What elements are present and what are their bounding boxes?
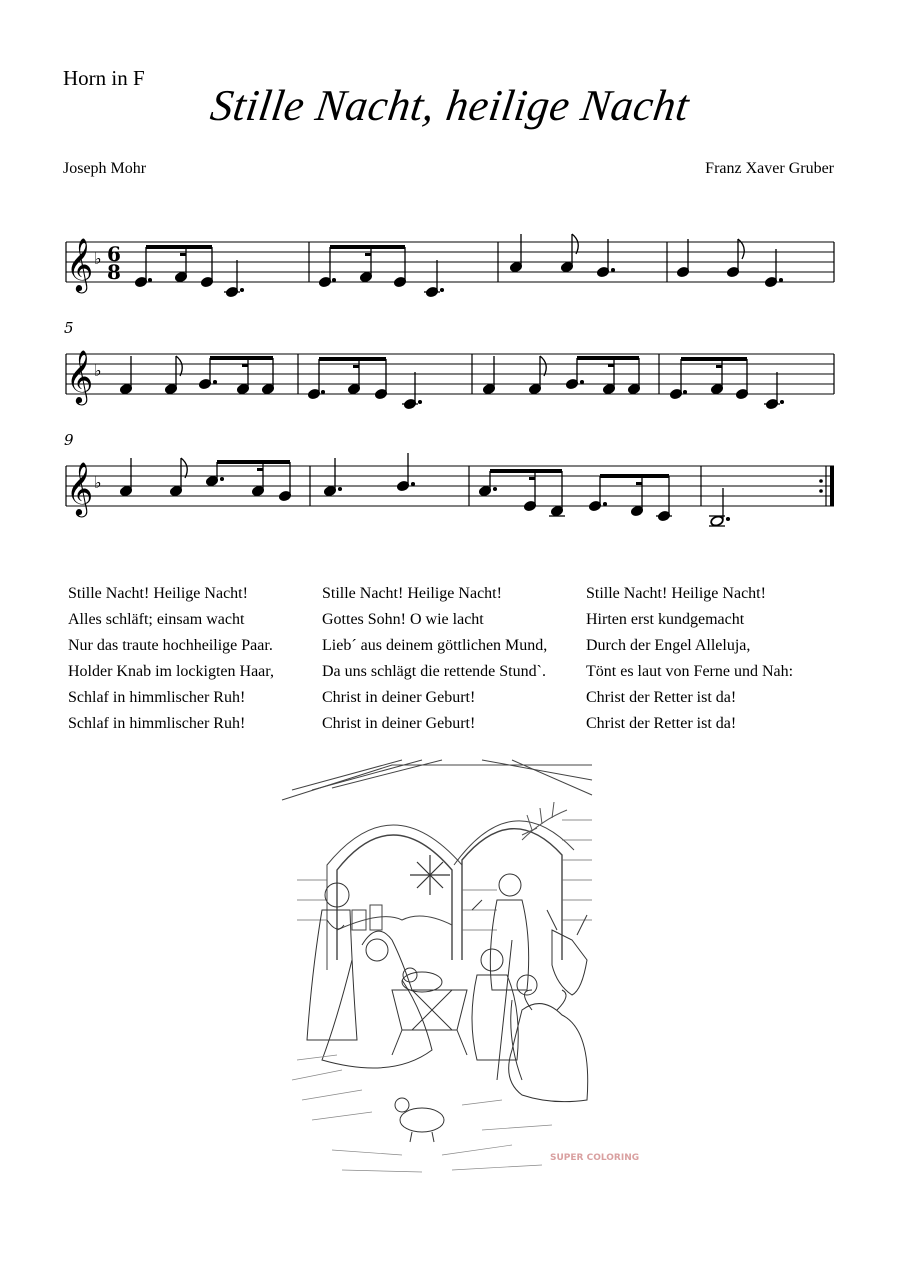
treble-clef-icon: 𝄞 — [66, 237, 94, 291]
flat-icon: ♭ — [94, 473, 102, 492]
sheet-music — [0, 0, 900, 560]
flat-icon: ♭ — [94, 249, 102, 268]
lyric-line: Schlaf in himmlischer Ruh! — [68, 689, 246, 706]
lyric-line: Schlaf in himmlischer Ruh! — [68, 715, 246, 732]
verse-1 — [68, 581, 274, 737]
lyric-line: Stille Nacht! Heilige Nacht! — [68, 585, 248, 602]
lyric-line: Lieb´ aus deinem göttlichen Mund, — [322, 637, 548, 654]
flat-icon: ♭ — [94, 361, 102, 380]
notes-system-3 — [119, 453, 729, 527]
lyric-line: Stille Nacht! Heilige Nacht! — [322, 585, 502, 602]
lyric-line: Stille Nacht! Heilige Nacht! — [586, 585, 766, 602]
measure-number: 5 — [64, 319, 74, 337]
lyric-line: Christ in deiner Geburt! — [322, 689, 476, 706]
notes-system-1 — [134, 234, 782, 298]
lyricist-label: Joseph Mohr — [63, 160, 147, 177]
lyric-line: Durch der Engel Alleluja, — [586, 637, 751, 654]
time-signature-top: 6 — [107, 242, 121, 266]
lyric-line: Holder Knab im lockigten Haar, — [68, 663, 274, 680]
composer-label: Franz Xaver Gruber — [705, 160, 834, 177]
treble-clef-icon: 𝄞 — [66, 349, 94, 403]
lyric-line: Hirten erst kundgemacht — [586, 611, 745, 628]
lyric-line: Nur das traute hochheilige Paar. — [68, 637, 273, 654]
lyric-line: Tönt es laut von Ferne und Nah: — [586, 663, 794, 680]
page-title: Stille Nacht, heilige Nacht — [207, 81, 693, 130]
lyric-line: Alles schläft; einsam wacht — [68, 611, 245, 628]
lyric-line: Christ der Retter ist da! — [586, 715, 737, 732]
instrument-label: Horn in F — [63, 66, 145, 90]
time-signature-bottom: 8 — [107, 260, 121, 284]
watermark: SUPER COLORING — [550, 1153, 640, 1163]
lyric-line: Christ der Retter ist da! — [586, 689, 737, 706]
lyric-line: Gottes Sohn! O wie lacht — [322, 611, 484, 628]
measure-number: 9 — [64, 431, 74, 449]
lyric-line: Da uns schlägt die rettende Stund`. — [322, 663, 546, 680]
verse-3 — [586, 581, 793, 737]
treble-clef-icon: 𝄞 — [66, 461, 94, 515]
lyric-line: Christ in deiner Geburt! — [322, 715, 476, 732]
nativity-illustration — [282, 760, 640, 1180]
verse-2 — [322, 581, 547, 737]
